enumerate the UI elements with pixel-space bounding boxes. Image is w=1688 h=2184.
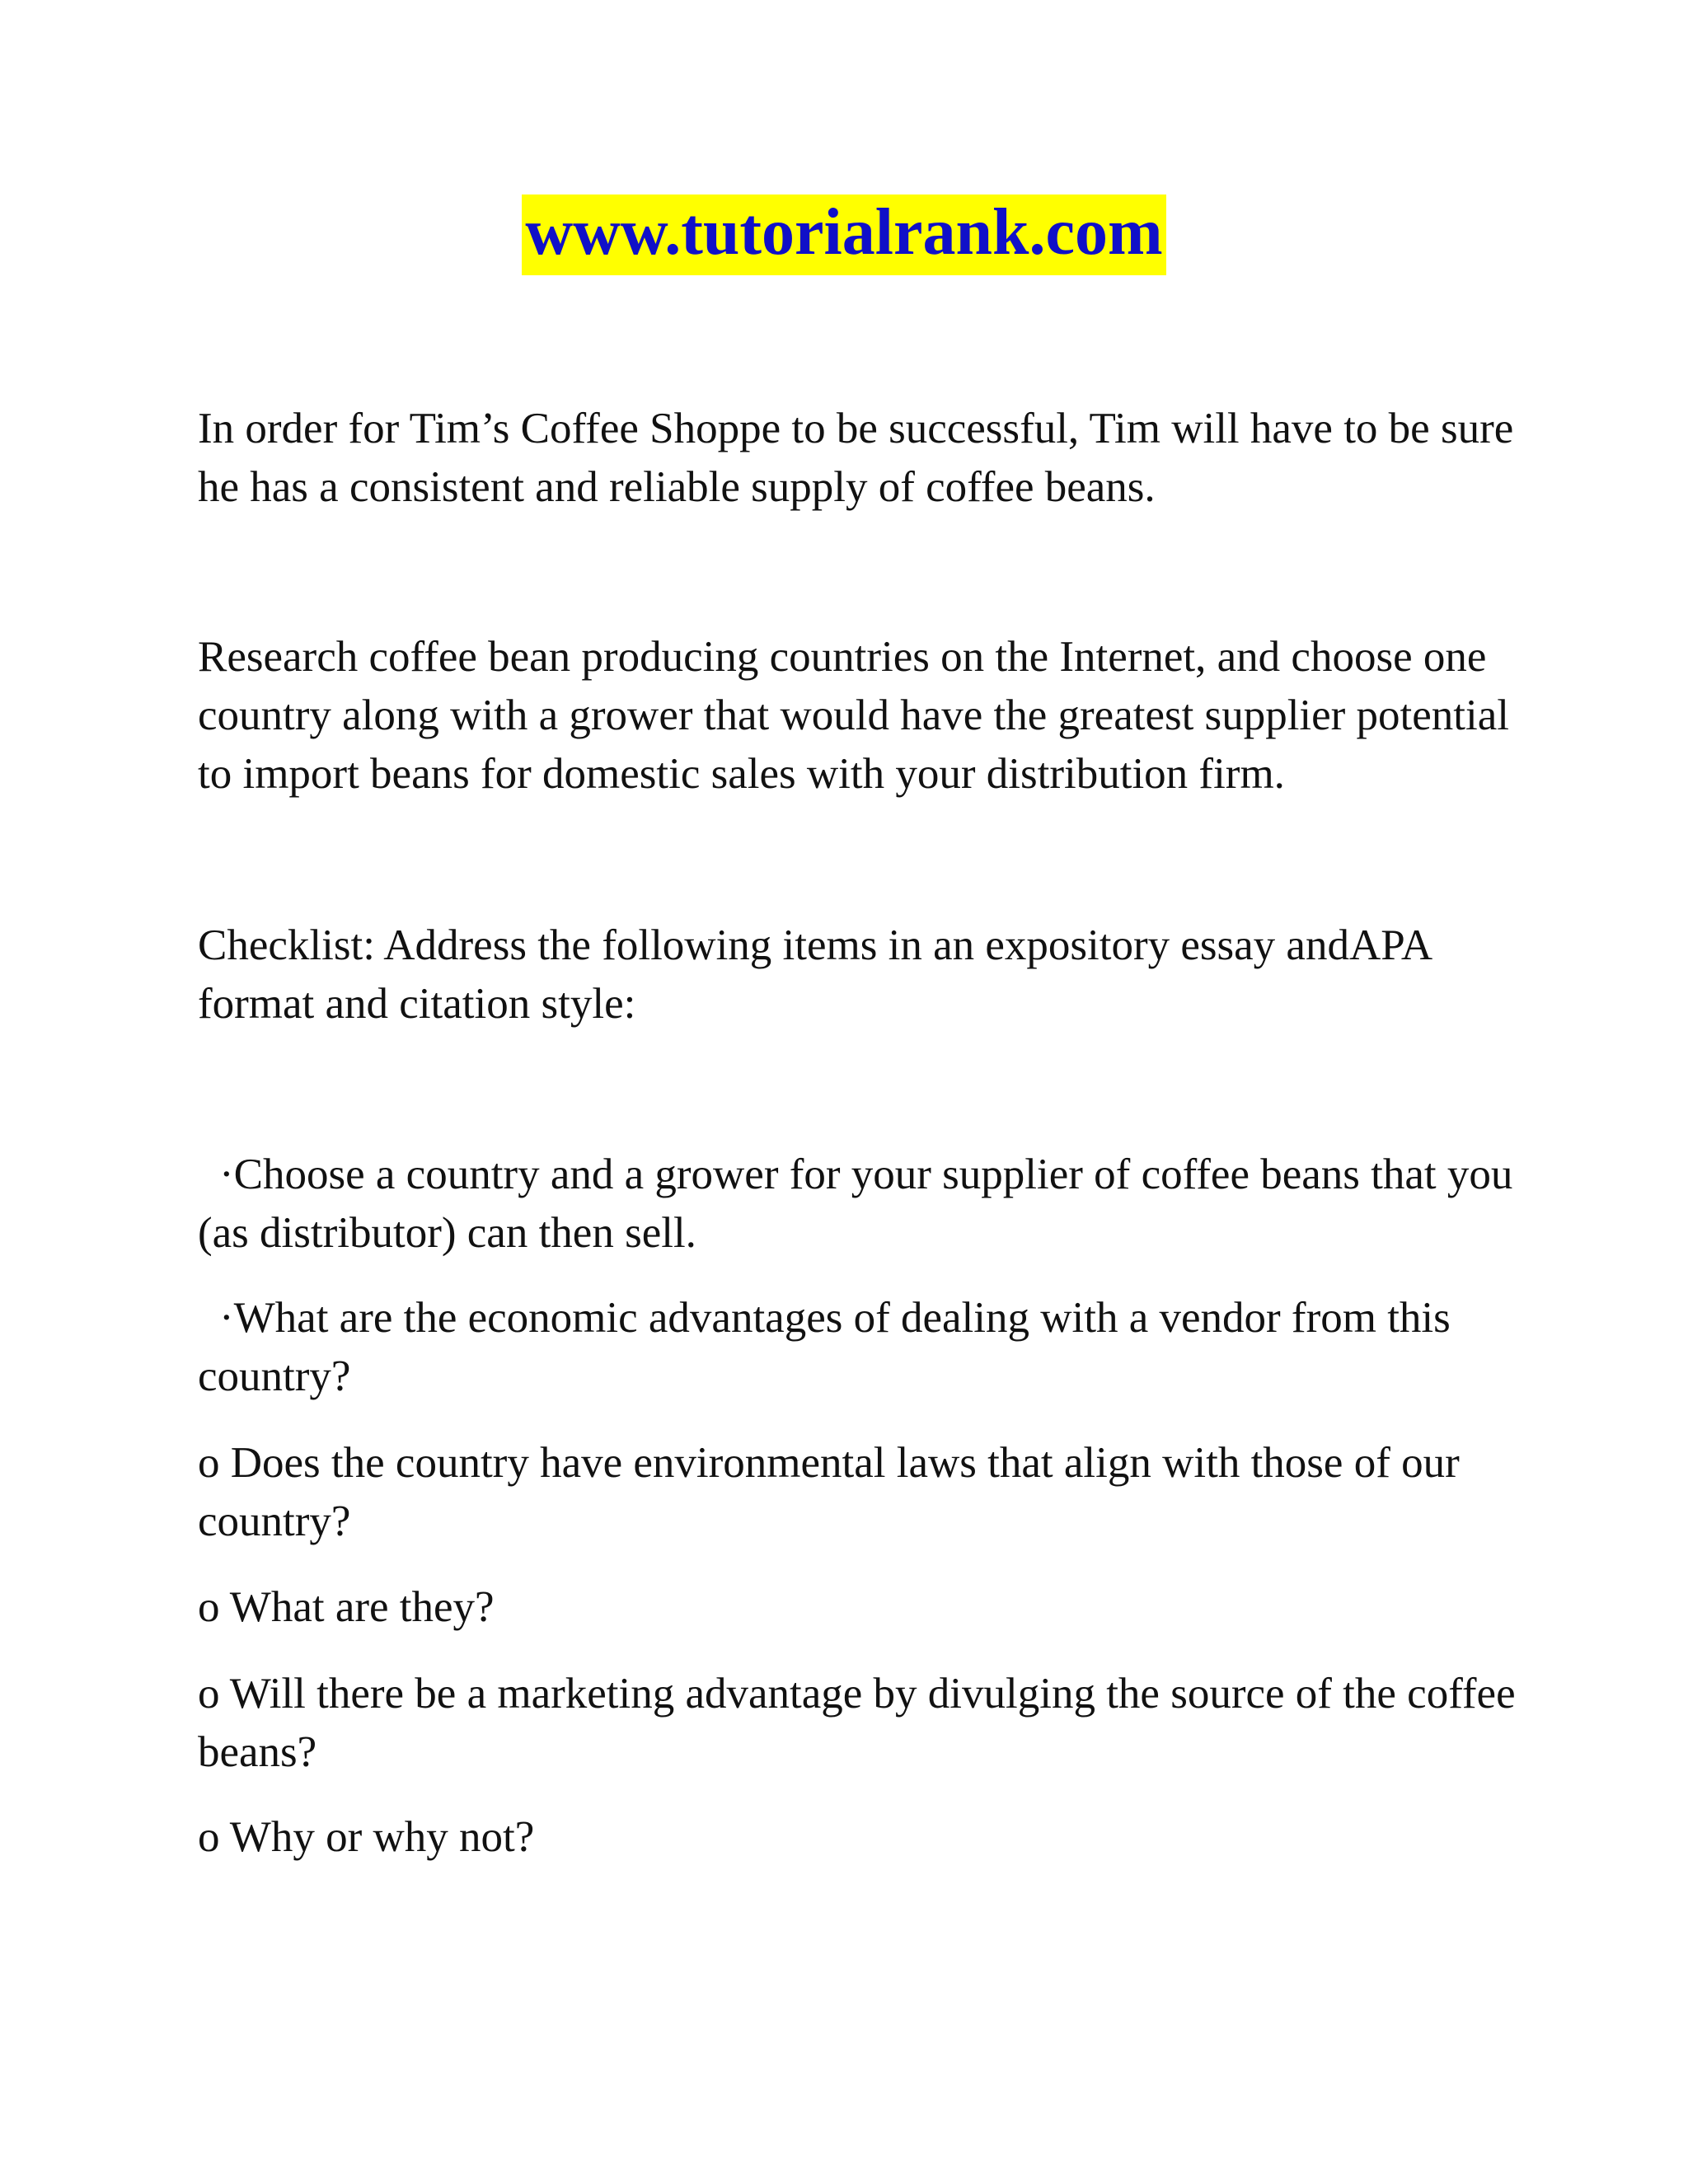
website-link[interactable]: www.tutorialrank.com xyxy=(522,194,1165,275)
subitem-marker: o xyxy=(198,1583,220,1631)
header xyxy=(0,194,1688,275)
checklist-subitem xyxy=(198,1808,1533,1867)
bullet-marker: · xyxy=(219,1151,234,1198)
checklist-item xyxy=(198,1289,1533,1406)
bullet-marker: · xyxy=(219,1294,234,1342)
subitem-marker: o xyxy=(198,1813,220,1861)
checklist-item-text: Does the country have environmental laws that align with those of our country? xyxy=(198,1439,1460,1545)
checklist-item-text: Why or why not? xyxy=(219,1813,535,1861)
checklist-item-text: What are they? xyxy=(219,1583,495,1631)
research-paragraph: Research coffee bean producing countries on the Internet, and choose one country along with a grower that would have the greatest supplier potential to import beans for domestic sales with your distribution firm. xyxy=(198,633,1510,798)
subitem-marker: o xyxy=(198,1439,220,1487)
checklist-item xyxy=(198,1146,1533,1263)
checklist-item-text: Will there be a marketing advantage by divulging the source of the coffee beans? xyxy=(198,1670,1516,1776)
subitem-marker: o xyxy=(198,1670,220,1718)
checklist-subitem xyxy=(198,1578,1533,1637)
intro-paragraph: In order for Tim’s Coffee Shoppe to be successful, Tim will have to be sure he has a consistent and reliable supply of coffee beans. xyxy=(198,405,1514,511)
checklist-item-text: Choose a country and a grower for your supplier of coffee beans that you (as distributor) can then sell. xyxy=(198,1151,1513,1257)
checklist-subitem xyxy=(198,1434,1533,1551)
checklist-item-text: What are the economic advantages of dealing with a vendor from this country? xyxy=(198,1294,1451,1400)
checklist-subitem xyxy=(198,1665,1533,1782)
checklist-intro: Checklist: Address the following items in an expository essay andAPA format and citation style: xyxy=(198,921,1431,1028)
